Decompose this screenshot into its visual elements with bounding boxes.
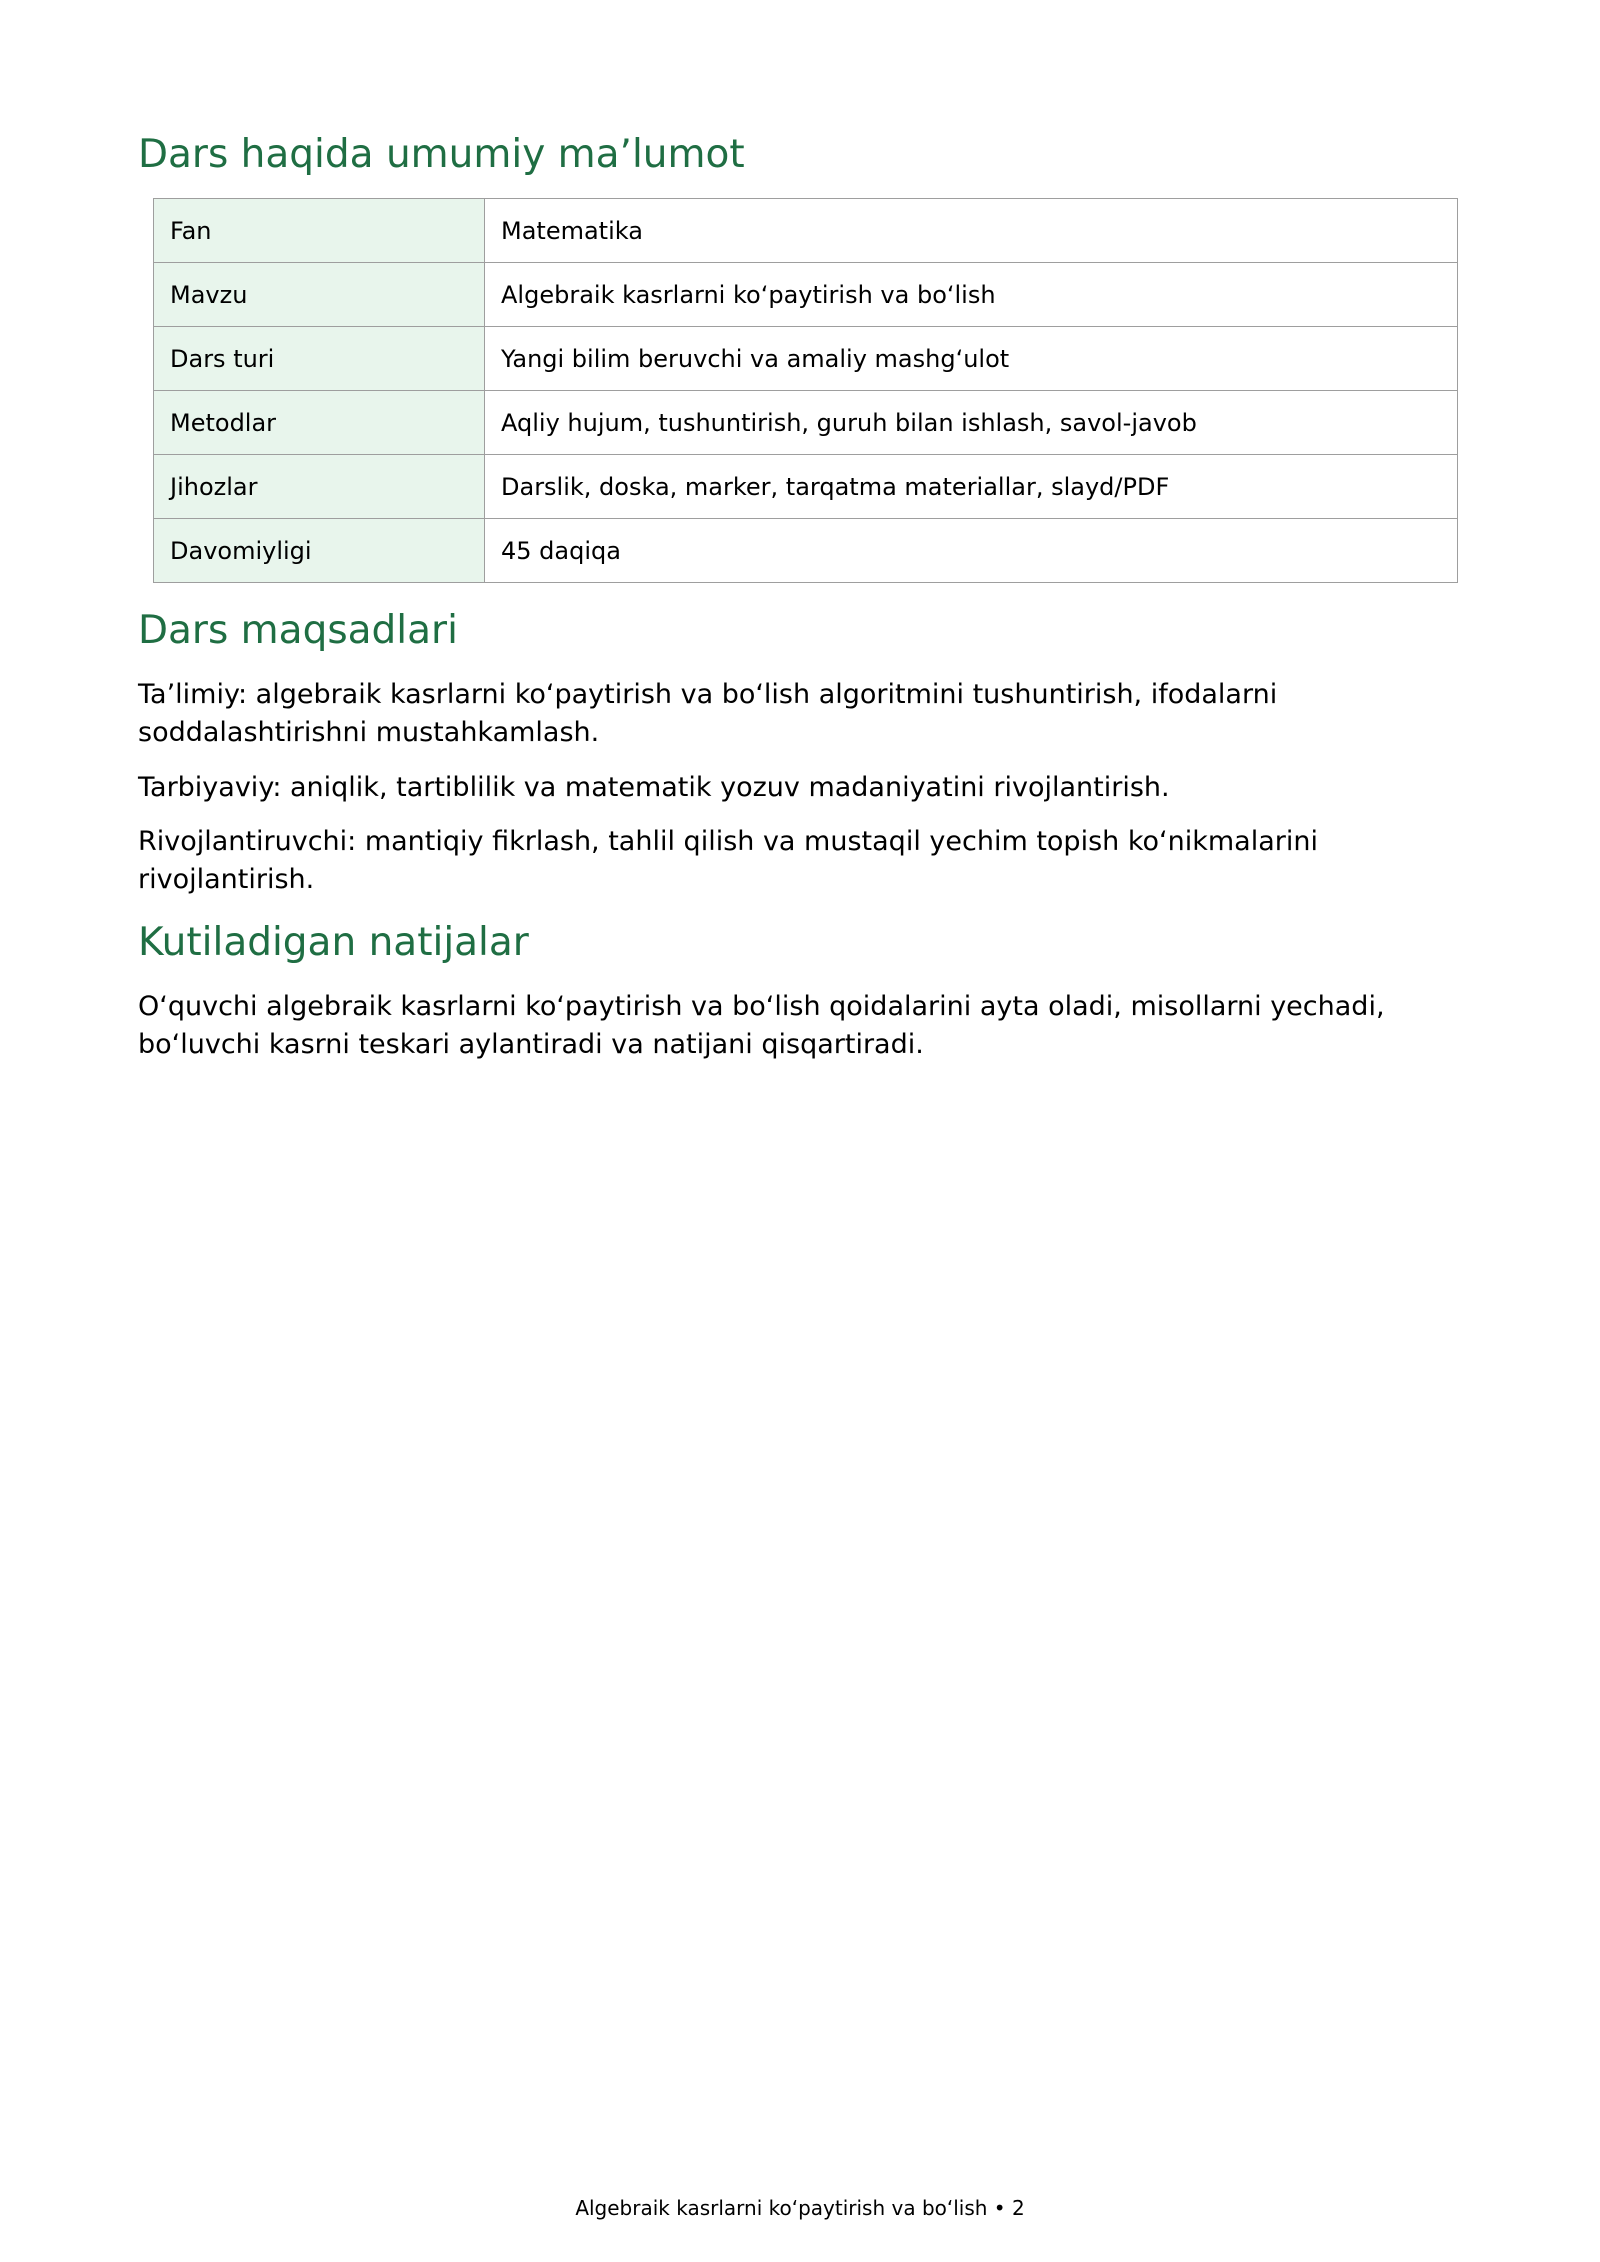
table-row [154, 455, 1458, 519]
table-value-cell: Matematika [485, 199, 1458, 263]
table-value-cell: Aqliy hujum, tushuntirish, guruh bilan ishlash, savol-javob [485, 391, 1458, 455]
table-label-cell: Fan [154, 199, 485, 263]
table-label-cell: Dars turi [154, 327, 485, 391]
section-title-results: Kutiladigan natijalar [138, 920, 529, 965]
goal-upbringing: Tarbiyaviy: aniqlik, tartiblilik va matematik yozuv madaniyatini rivojlantirish. [138, 772, 1170, 803]
table-row [154, 391, 1458, 455]
lesson-info-table [153, 198, 1458, 583]
page-footer: Algebraik kasrlarni ko‘paytirish va bo‘lish • 2 [575, 2196, 1025, 2220]
goal-educational: Ta’limiy: algebraik kasrlarni ko‘paytirish va bo‘lish algoritmini tushuntirish, ifodalarni soddalashtirishni mustahkamlash. [138, 679, 1278, 748]
section-title-goals: Dars maqsadlari [138, 608, 458, 653]
table-row [154, 263, 1458, 327]
table-label-cell: Metodlar [154, 391, 485, 455]
table-label-cell: Jihozlar [154, 455, 485, 519]
table-row [154, 327, 1458, 391]
table-value-cell: Darslik, doska, marker, tarqatma materiallar, slayd/PDF [485, 455, 1458, 519]
table-row [154, 519, 1458, 583]
table-label-cell: Davomiyligi [154, 519, 485, 583]
table-row [154, 199, 1458, 263]
table-label-cell: Mavzu [154, 263, 485, 327]
expected-results-text: O‘quvchi algebraik kasrlarni ko‘paytirish va bo‘lish qoidalarini ayta oladi, misollarni yechadi, bo‘luvchi kasrni teskari aylantiradi va natijani qisqartiradi. [138, 991, 1385, 1060]
table-value-cell: 45 daqiqa [485, 519, 1458, 583]
table-value-cell: Algebraik kasrlarni ko‘paytirish va bo‘lish [485, 263, 1458, 327]
goal-developmental: Rivojlantiruvchi: mantiqiy fikrlash, tahlil qilish va mustaqil yechim topish ko‘nikmalarini rivojlantirish. [138, 826, 1318, 895]
section-title-overview: Dars haqida umumiy ma’lumot [138, 132, 745, 177]
table-value-cell: Yangi bilim beruvchi va amaliy mashg‘ulot [485, 327, 1458, 391]
